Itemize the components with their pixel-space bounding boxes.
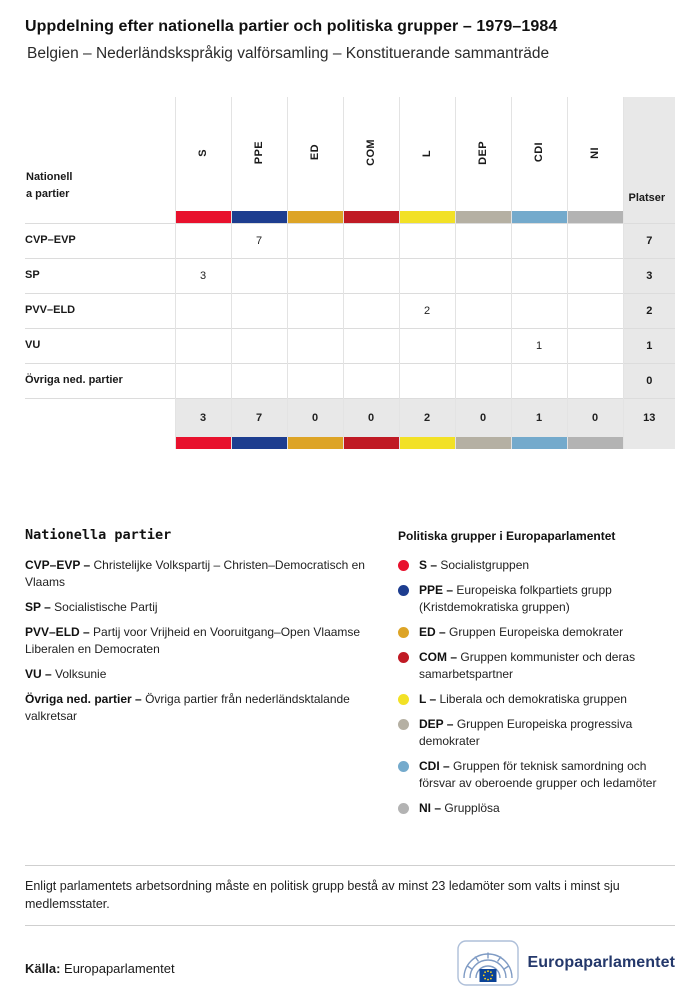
cell — [231, 329, 287, 364]
column-header-seats — [623, 97, 675, 211]
seats-cell: 7 — [623, 224, 675, 259]
total-cell: 0 — [287, 399, 343, 437]
group-color-dot-ed — [398, 627, 409, 638]
european-parliament-logo-icon — [457, 940, 519, 986]
column-header-label: L — [421, 149, 433, 157]
color-bar-ed — [288, 437, 343, 449]
legend-item: SP – Socialistische Partij — [25, 599, 158, 614]
column-header-label: NI — [589, 146, 601, 159]
cell — [175, 224, 231, 259]
cell — [567, 259, 623, 294]
total-cell: 0 — [343, 399, 399, 437]
cell — [287, 294, 343, 329]
color-bar-l — [400, 437, 455, 449]
cell — [287, 224, 343, 259]
legend-national-parties — [25, 527, 365, 825]
color-bar-cell — [455, 437, 511, 449]
spacer-cell — [25, 211, 175, 224]
column-header-label: CDI — [533, 142, 545, 163]
column-header-label: COM — [365, 139, 377, 166]
legend-item: NI – Grupplösa — [398, 800, 675, 817]
cell — [175, 294, 231, 329]
color-bar-ni — [568, 211, 623, 223]
legend-item: ED – Gruppen Europeiska demokrater — [398, 624, 675, 641]
column-header-ed — [287, 97, 343, 211]
seats-cell: 2 — [623, 294, 675, 329]
source — [25, 961, 175, 986]
totals-row — [25, 399, 675, 437]
cell — [511, 224, 567, 259]
color-bar-cdi — [512, 211, 567, 223]
cell — [455, 364, 511, 399]
legend-item: S – Socialistgruppen — [398, 557, 675, 574]
cell — [343, 294, 399, 329]
color-bar-ed — [288, 211, 343, 223]
cell — [343, 259, 399, 294]
cell — [343, 329, 399, 364]
party-label: Övriga ned. partier — [25, 374, 123, 387]
color-bar-cell — [511, 437, 567, 449]
cell — [399, 329, 455, 364]
party-label: VU — [25, 339, 41, 352]
color-bar-ppe — [232, 211, 287, 223]
cell — [511, 294, 567, 329]
legend-political-groups — [398, 527, 675, 825]
cell: 2 — [399, 294, 455, 329]
cell — [287, 329, 343, 364]
cell — [455, 259, 511, 294]
color-bar-com — [344, 211, 399, 223]
group-color-dot-s — [398, 560, 409, 571]
column-header-com — [343, 97, 399, 211]
seats-cell: 3 — [623, 259, 675, 294]
seats-column-cell — [623, 211, 675, 224]
color-bar-dep — [456, 437, 511, 449]
legend-item: CVP–EVP – Christelijke Volkspartij – Christen–Democratisch en Vlaams — [25, 557, 365, 589]
cell — [343, 224, 399, 259]
cell — [567, 224, 623, 259]
color-bar-cell — [567, 437, 623, 449]
legend — [25, 527, 675, 825]
footer-color-bars — [25, 437, 675, 449]
cell: 7 — [231, 224, 287, 259]
cell — [231, 259, 287, 294]
color-bar-ppe — [232, 437, 287, 449]
legend-item: VU – Volksunie — [25, 666, 107, 681]
cell — [343, 364, 399, 399]
party-row-sp — [25, 259, 675, 294]
column-header-l — [399, 97, 455, 211]
column-header-ppe — [231, 97, 287, 211]
legend-item: DEP – Gruppen Europeiska progressiva demokrater — [398, 716, 675, 750]
seats-cell: 1 — [623, 329, 675, 364]
cell — [287, 364, 343, 399]
cell — [399, 259, 455, 294]
total-cell: 0 — [567, 399, 623, 437]
party-row-pvv-eld — [25, 294, 675, 329]
legend-item: PPE – Europeiska folkpartiets grupp (Kristdemokratiska gruppen) — [398, 582, 675, 616]
total-seats-cell: 13 — [623, 399, 675, 437]
header-color-bars — [25, 211, 675, 224]
cell — [175, 364, 231, 399]
cell — [399, 364, 455, 399]
group-color-dot-com — [398, 652, 409, 663]
column-header-cdi — [511, 97, 567, 211]
color-bar-cell — [343, 437, 399, 449]
seats-header-label: Platser — [628, 192, 666, 204]
color-bar-s — [176, 437, 231, 449]
seats-cell: 0 — [623, 364, 675, 399]
cell — [175, 329, 231, 364]
color-bar-cell — [175, 437, 231, 449]
cell — [399, 224, 455, 259]
spacer-cell — [25, 399, 175, 437]
total-cell: 1 — [511, 399, 567, 437]
color-bar-cell — [399, 437, 455, 449]
total-cell: 3 — [175, 399, 231, 437]
cell — [511, 364, 567, 399]
footer — [25, 940, 675, 986]
row-header-label: Nationella partier — [26, 170, 73, 201]
total-cell: 2 — [399, 399, 455, 437]
row-header-cell — [25, 97, 175, 211]
color-bar-cell — [231, 211, 287, 224]
party-label: SP — [25, 269, 40, 282]
color-bar-cell — [455, 211, 511, 224]
color-bar-l — [400, 211, 455, 223]
column-header-label: DEP — [477, 140, 489, 165]
footnote: Enligt parlamentets arbetsordning måste en politisk grupp bestå av minst 23 ledamöter som valts i minst sju medlemsstater. — [25, 865, 675, 926]
seats-table — [25, 97, 675, 449]
color-bar-cell — [399, 211, 455, 224]
legend-groups-heading: Politiska grupper i Europaparlamentet — [398, 528, 616, 543]
party-label: PVV–ELD — [25, 304, 76, 317]
party-row-cvp-evp — [25, 224, 675, 259]
color-bar-cell — [567, 211, 623, 224]
party-row-vu — [25, 329, 675, 364]
legend-item: L – Liberala och demokratiska gruppen — [398, 691, 675, 708]
cell — [287, 259, 343, 294]
color-bar-com — [344, 437, 399, 449]
page-title: Uppdelning efter nationella partier och politiska grupper – 1979–1984 — [25, 18, 558, 35]
color-bar-cell — [287, 211, 343, 224]
cell — [455, 294, 511, 329]
color-bar-ni — [568, 437, 623, 449]
legend-item: CDI – Gruppen för teknisk samordning och försvar av oberoende grupper och ledamöter — [398, 758, 675, 792]
table-header-row — [25, 97, 675, 211]
cell — [455, 329, 511, 364]
total-cell: 7 — [231, 399, 287, 437]
page-subtitle: Belgien – Nederländskspråkig valförsamling – Konstituerande sammanträde — [27, 45, 550, 62]
color-bar-cell — [511, 211, 567, 224]
column-header-label: ED — [309, 144, 321, 161]
column-header-s — [175, 97, 231, 211]
total-cell: 0 — [455, 399, 511, 437]
spacer-cell — [25, 437, 175, 449]
source-value: Europaparlamentet — [64, 960, 175, 976]
party-label: CVP–EVP — [25, 234, 76, 247]
column-header-dep — [455, 97, 511, 211]
ep-logo-block — [457, 940, 675, 986]
party-row-ovriga — [25, 364, 675, 399]
cell: 3 — [175, 259, 231, 294]
color-bar-cdi — [512, 437, 567, 449]
seats-column-cell — [623, 437, 675, 449]
cell: 1 — [511, 329, 567, 364]
group-color-dot-l — [398, 694, 409, 705]
ep-logo-text: Europaparlamentet — [527, 953, 675, 971]
legend-item: PVV–ELD – Partij voor Vrijheid en Vooruitgang–Open Vlaamse Liberalen en Democraten — [25, 624, 361, 656]
cell — [231, 294, 287, 329]
legend-parties-heading: Nationella partier — [25, 526, 172, 543]
source-label: Källa: — [25, 960, 61, 976]
cell — [567, 329, 623, 364]
color-bar-cell — [287, 437, 343, 449]
group-color-dot-ni — [398, 803, 409, 814]
legend-item: Övriga ned. partier – Övriga partier från nederländsktalande valkretsar — [25, 691, 350, 723]
cell — [455, 224, 511, 259]
cell — [567, 364, 623, 399]
legend-item: COM – Gruppen kommunister och deras samarbetspartner — [398, 649, 675, 683]
cell — [567, 294, 623, 329]
group-color-dot-ppe — [398, 585, 409, 596]
column-header-label: S — [197, 149, 209, 157]
color-bar-cell — [231, 437, 287, 449]
group-color-dot-cdi — [398, 761, 409, 772]
cell — [231, 364, 287, 399]
group-color-dot-dep — [398, 719, 409, 730]
cell — [511, 259, 567, 294]
color-bar-dep — [456, 211, 511, 223]
color-bar-cell — [175, 211, 231, 224]
color-bar-cell — [343, 211, 399, 224]
color-bar-s — [176, 211, 231, 223]
column-header-label: PPE — [253, 140, 265, 165]
column-header-ni — [567, 97, 623, 211]
